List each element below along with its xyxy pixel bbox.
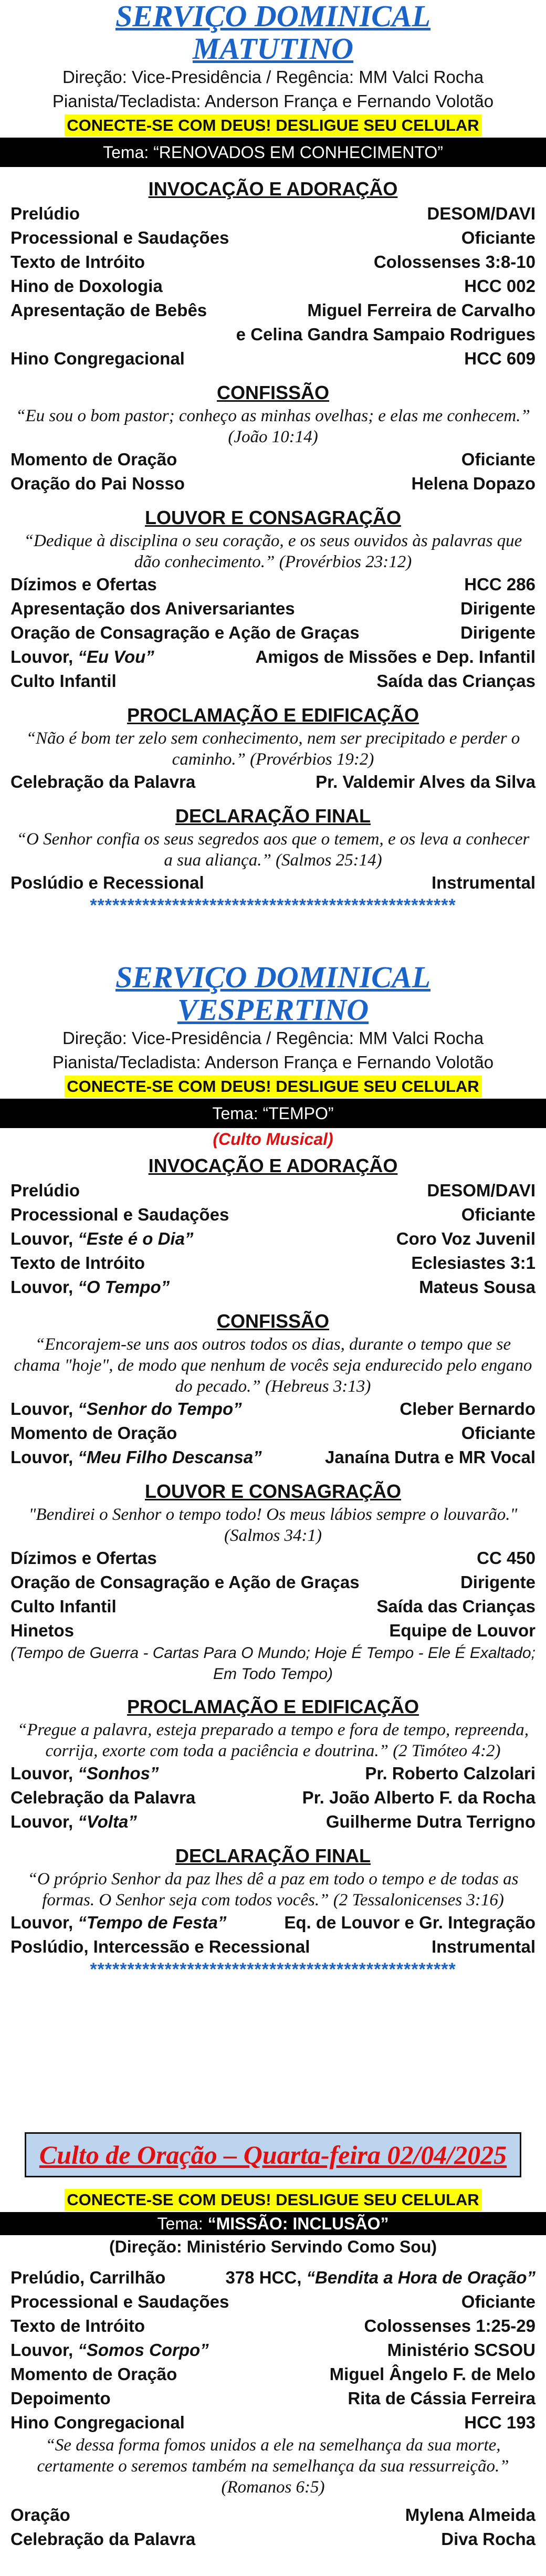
item-value: Diva Rocha <box>441 2529 536 2549</box>
item-label: Momento de Oração <box>10 2364 177 2384</box>
item-value: HCC 286 <box>464 575 536 594</box>
item-label: Prelúdio <box>10 1181 80 1200</box>
item-label: Prelúdio <box>10 204 80 223</box>
louvor-quote: “Dedique à disciplina o seu coração, e os seus ouvidos às palavras que dão conhecimento.” (Provérbios 23:12) <box>24 531 522 571</box>
theme-value: “TEMPO” <box>262 1104 334 1123</box>
theme-label: Tema: <box>103 143 154 162</box>
confissao-row <box>0 472 546 496</box>
item-value: Pr. Valdemir Alves da Silva <box>316 772 536 791</box>
direction-text: Direção: Vice-Presidência / Regência: MM Valci Rocha <box>62 67 484 87</box>
song-title: “Meu Filho Descansa” <box>78 1447 262 1467</box>
theme-value: “RENOVADOS EM CONHECIMENTO” <box>153 143 443 162</box>
confissao-quote: “Encorajem-se uns aos outros todos os dias, durante o tempo que se chama "hoje", de modo que nenhum de vocês seja endurecido pelo engano do pecado.” (Hebreus 3:13) <box>14 1335 532 1396</box>
item-value: Oficiante <box>461 1423 536 1443</box>
item-value: Rita de Cássia Ferreira <box>348 2389 536 2408</box>
item-label: Louvor, “Eu Vou” <box>10 647 154 666</box>
connect-wrap <box>0 1075 546 1099</box>
culto-musical-subtitle: (Culto Musical) <box>213 1130 333 1149</box>
item-value: Oficiante <box>461 1205 536 1224</box>
item-label: Oração de Consagração e Ação de Graças <box>10 623 360 642</box>
invocacao-heading: INVOCAÇÃO E ADORAÇÃO <box>148 178 398 200</box>
item-label: Celebração da Palavra <box>10 2529 196 2549</box>
item-value: Cleber Bernardo <box>400 1399 536 1419</box>
item-label: Celebração da Palavra <box>10 772 196 791</box>
item-label: Poslúdio, Intercessão e Recessional <box>10 1937 310 1956</box>
spacer <box>0 2498 546 2503</box>
item-value: Coro Voz Juvenil <box>396 1229 536 1248</box>
song-title: “Senhor do Tempo” <box>78 1399 242 1419</box>
wednesday-quote: “Se dessa forma fomos unidos a ele na semelhança da sua morte, certamente o seremos também na semelhança da sua ressurreição.” (Romanos 6:5) <box>37 2436 509 2497</box>
invocacao-row <box>0 226 546 250</box>
invocacao-row <box>0 1227 546 1251</box>
item-value: Eclesiastes 3:1 <box>411 1253 536 1273</box>
invocacao-row <box>0 347 546 371</box>
item-value: Guilherme Dutra Terrigno <box>326 1812 536 1831</box>
song-title: “Volta” <box>78 1812 137 1831</box>
invocacao-row <box>0 1275 546 1299</box>
item-value: Colossenses 1:25-29 <box>364 2316 536 2335</box>
invocacao-row <box>0 322 546 347</box>
theme-label: Tema: <box>212 1104 263 1123</box>
direction-text: Direção: Vice-Presidência / Regência: MM Valci Rocha <box>62 1028 484 1048</box>
connect-banner: CONECTE-SE COM DEUS! DESLIGUE SEU CELULAR <box>65 2189 481 2211</box>
confissao-quote: “Eu sou o bom pastor; conheço as minhas ovelhas; e elas me conhecem.” (João 10:14) <box>16 406 530 446</box>
theme-label: Tema: <box>157 2214 208 2233</box>
louvor-row <box>0 1619 546 1643</box>
wednesday-row <box>0 2527 546 2551</box>
item-label: Louvor, “Tempo de Festa” <box>10 1913 227 1932</box>
theme-bar <box>0 2212 546 2235</box>
item-value: Saída das Crianças <box>376 1597 536 1616</box>
wednesday-row <box>0 2338 546 2362</box>
item-label: Momento de Oração <box>10 1423 177 1443</box>
song-title: “Somos Corpo” <box>78 2340 209 2360</box>
direction-text: (Direção: Ministério Servindo Como Sou) <box>109 2237 437 2256</box>
item-label: Hinetos <box>10 1621 75 1640</box>
invocacao-row <box>0 274 546 298</box>
item-label: Apresentação de Bebês <box>10 300 207 320</box>
song-title: “Sonhos” <box>78 1764 159 1783</box>
invocacao-row <box>0 202 546 226</box>
confissao-row <box>0 1445 546 1469</box>
song-title: “Este é o Dia” <box>78 1229 194 1248</box>
proclamacao-row <box>0 1786 546 1810</box>
louvor-heading: LOUVOR E CONSAGRAÇÃO <box>144 507 402 528</box>
song-title: “Tempo de Festa” <box>78 1913 227 1932</box>
invocacao-row <box>0 1179 546 1203</box>
item-value: Eq. de Louvor e Gr. Integração <box>284 1913 536 1932</box>
item-value: Oficiante <box>461 2292 536 2311</box>
separator-stars: ************************************************* <box>90 895 456 915</box>
theme-bar <box>0 1099 546 1128</box>
item-value: Instrumental <box>431 1937 536 1956</box>
item-value: Amigos de Missões e Dep. Infantil <box>255 647 536 666</box>
wednesday-row <box>0 2290 546 2314</box>
item-value: Mateus Sousa <box>419 1277 536 1297</box>
louvor-row <box>0 1570 546 1594</box>
declaracao-quote: “O próprio Senhor da paz lhes dê a paz em todo o tempo e de todas as formas. O Senhor seja com todos vocês.” (2 Tessalonicenses 3:16) <box>27 1870 519 1910</box>
wednesday-row <box>0 2362 546 2386</box>
item-value: Miguel Ângelo F. de Melo <box>329 2364 536 2384</box>
connect-banner: CONECTE-SE COM DEUS! DESLIGUE SEU CELULAR <box>65 1076 481 1098</box>
louvor-heading: LOUVOR E CONSAGRAÇÃO <box>144 1480 402 1502</box>
confissao-row <box>0 1397 546 1421</box>
item-label: Texto de Intróito <box>10 252 145 272</box>
item-value: Dirigente <box>460 1572 536 1592</box>
item-label: Texto de Intróito <box>10 1253 145 1273</box>
louvor-row <box>0 669 546 693</box>
item-label: Louvor, “Somos Corpo” <box>10 2340 209 2360</box>
declaracao-row <box>0 1935 546 1959</box>
wednesday-row <box>0 2503 546 2527</box>
item-value: CC 450 <box>477 1548 536 1568</box>
item-label: Poslúdio e Recessional <box>10 873 204 892</box>
item-value: DESOM/DAVI <box>427 1181 536 1200</box>
item-value: Oficiante <box>461 228 536 247</box>
confissao-row <box>0 447 546 472</box>
wednesday-row <box>0 2266 546 2290</box>
proclamacao-row <box>0 1761 546 1786</box>
pianist-text: Pianista/Tecladista: Anderson França e Fernando Volotão <box>52 91 494 111</box>
declaracao-quote: “O Senhor confia os seus segredos aos que o temem, e os leva a conhecer a sua aliança.” (Salmos 25:14) <box>16 830 530 870</box>
item-value: 378 HCC, “Bendita a Hora de Oração” <box>225 2268 536 2287</box>
invocacao-row <box>0 298 546 322</box>
item-label: Culto Infantil <box>10 671 117 691</box>
item-value: Equipe de Louvor <box>389 1621 536 1640</box>
item-value: e Celina Gandra Sampaio Rodrigues <box>236 325 536 344</box>
item-label: Momento de Oração <box>10 450 177 469</box>
item-label: Culto Infantil <box>10 1597 117 1616</box>
item-value: Colossenses 3:8-10 <box>373 252 536 272</box>
theme-value: “MISSÃO: INCLUSÃO” <box>207 2214 389 2233</box>
item-label: Oração <box>10 2505 70 2525</box>
declaracao-heading: DECLARAÇÃO FINAL <box>175 1845 371 1866</box>
separator-stars: ************************************************* <box>90 1959 456 1979</box>
item-label: Depoimento <box>10 2389 111 2408</box>
proclamacao-row <box>0 1810 546 1834</box>
song-title: “O Tempo” <box>78 1277 170 1297</box>
proclamacao-row <box>0 770 546 794</box>
item-label: Dízimos e Ofertas <box>10 575 157 594</box>
wednesday-row <box>0 2411 546 2435</box>
declaracao-heading: DECLARAÇÃO FINAL <box>175 805 371 827</box>
service-title-line1: SERVIÇO DOMINICAL <box>115 0 431 33</box>
proclamacao-heading: PROCLAMAÇÃO E EDIFICAÇÃO <box>127 704 419 726</box>
service-title-line2: MATUTINO <box>192 32 354 66</box>
wednesday-row <box>0 2314 546 2338</box>
item-label: Louvor, “Volta” <box>10 1812 137 1831</box>
invocacao-heading: INVOCAÇÃO E ADORAÇÃO <box>148 1155 398 1176</box>
item-label: Oração do Pai Nosso <box>10 474 185 493</box>
evening-service <box>0 961 546 1980</box>
item-value: Mylena Almeida <box>405 2505 536 2525</box>
connect-wrap <box>0 113 546 138</box>
item-label: Louvor, “Este é o Dia” <box>10 1229 194 1248</box>
proclamacao-quote: “Pregue a palavra, esteja preparado a tempo e fora de tempo, repreenda, corrija, exorte com toda a paciência e doutrina.” (2 Timóteo 4:2) <box>17 1720 529 1760</box>
item-label: Oração de Consagração e Ação de Graças <box>10 1572 360 1592</box>
declaracao-row <box>0 1911 546 1935</box>
service-title-line2: VESPERTINO <box>177 993 369 1027</box>
pianist-text: Pianista/Tecladista: Anderson França e Fernando Volotão <box>52 1052 494 1072</box>
spacer <box>0 2258 546 2266</box>
louvor-row <box>0 621 546 645</box>
wednesday-row <box>0 2386 546 2411</box>
louvor-row <box>0 1594 546 1619</box>
item-label: Celebração da Palavra <box>10 1788 196 1807</box>
wednesday-service <box>0 2132 546 2551</box>
confissao-heading: CONFISSÃO <box>216 1310 329 1332</box>
item-label: Processional e Saudações <box>10 228 229 247</box>
item-label: Louvor, “Senhor do Tempo” <box>10 1399 242 1419</box>
wednesday-title: Culto de Oração – Quarta-feira 02/04/2025 <box>25 2132 521 2177</box>
item-label: Hino Congregacional <box>10 349 185 368</box>
item-value: Janaína Dutra e MR Vocal <box>324 1447 536 1467</box>
item-label: Prelúdio, Carrilhão <box>10 2268 166 2287</box>
louvor-row <box>0 597 546 621</box>
louvor-row <box>0 645 546 669</box>
item-label: Texto de Intróito <box>10 2316 145 2335</box>
louvor-note: (Tempo de Guerra - Cartas Para O Mundo; Hoje É Tempo - Ele É Exaltado; Em Todo Tempo) <box>10 1644 536 1683</box>
item-value: Dirigente <box>460 623 536 642</box>
connect-wrap <box>0 2188 546 2212</box>
item-value: Pr. Roberto Calzolari <box>365 1764 536 1783</box>
item-value: Dirigente <box>460 599 536 618</box>
item-label: Louvor, “Sonhos” <box>10 1764 159 1783</box>
item-label: Dízimos e Ofertas <box>10 1548 157 1568</box>
invocacao-row <box>0 250 546 274</box>
item-value: HCC 193 <box>464 2413 536 2432</box>
item-label: Processional e Saudações <box>10 2292 229 2311</box>
invocacao-row <box>0 1203 546 1227</box>
item-value: Instrumental <box>431 873 536 892</box>
item-value: HCC 002 <box>464 276 536 296</box>
proclamacao-quote: “Não é bom ter zelo sem conhecimento, nem ser precipitado e perder o caminho.” (Provérbios 19:2) <box>26 729 520 769</box>
item-value: Oficiante <box>461 450 536 469</box>
item-value: Helena Dopazo <box>411 474 536 493</box>
morning-service <box>0 0 546 916</box>
proclamacao-heading: PROCLAMAÇÃO E EDIFICAÇÃO <box>127 1696 419 1717</box>
item-label: Hino Congregacional <box>10 2413 185 2432</box>
louvor-row <box>0 1546 546 1570</box>
item-value: Pr. João Alberto F. da Rocha <box>302 1788 536 1807</box>
confissao-heading: CONFISSÃO <box>216 382 329 403</box>
song-title: “Bendita a Hora de Oração” <box>306 2268 536 2287</box>
item-label: Louvor, “O Tempo” <box>10 1277 170 1297</box>
declaracao-row <box>0 871 546 895</box>
louvor-quote: "Bendirei o Senhor o tempo todo! Os meus lábios sempre o louvarão." (Salmos 34:1) <box>28 1505 518 1545</box>
confissao-row <box>0 1421 546 1445</box>
item-value: HCC 609 <box>464 349 536 368</box>
invocacao-row <box>0 1251 546 1275</box>
item-value: Ministério SCSOU <box>387 2340 536 2360</box>
item-label: Louvor, “Meu Filho Descansa” <box>10 1447 262 1467</box>
item-value: Saída das Crianças <box>376 671 536 691</box>
service-title-line1: SERVIÇO DOMINICAL <box>115 960 431 994</box>
theme-bar <box>0 138 546 167</box>
song-title: “Eu Vou” <box>78 647 154 666</box>
louvor-row <box>0 572 546 597</box>
item-value: DESOM/DAVI <box>427 204 536 223</box>
item-value: Miguel Ferreira de Carvalho <box>307 300 536 320</box>
item-label: Apresentação dos Aniversariantes <box>10 599 295 618</box>
item-label: Processional e Saudações <box>10 1205 229 1224</box>
item-label: Hino de Doxologia <box>10 276 163 296</box>
connect-banner: CONECTE-SE COM DEUS! DESLIGUE SEU CELULAR <box>65 114 481 137</box>
